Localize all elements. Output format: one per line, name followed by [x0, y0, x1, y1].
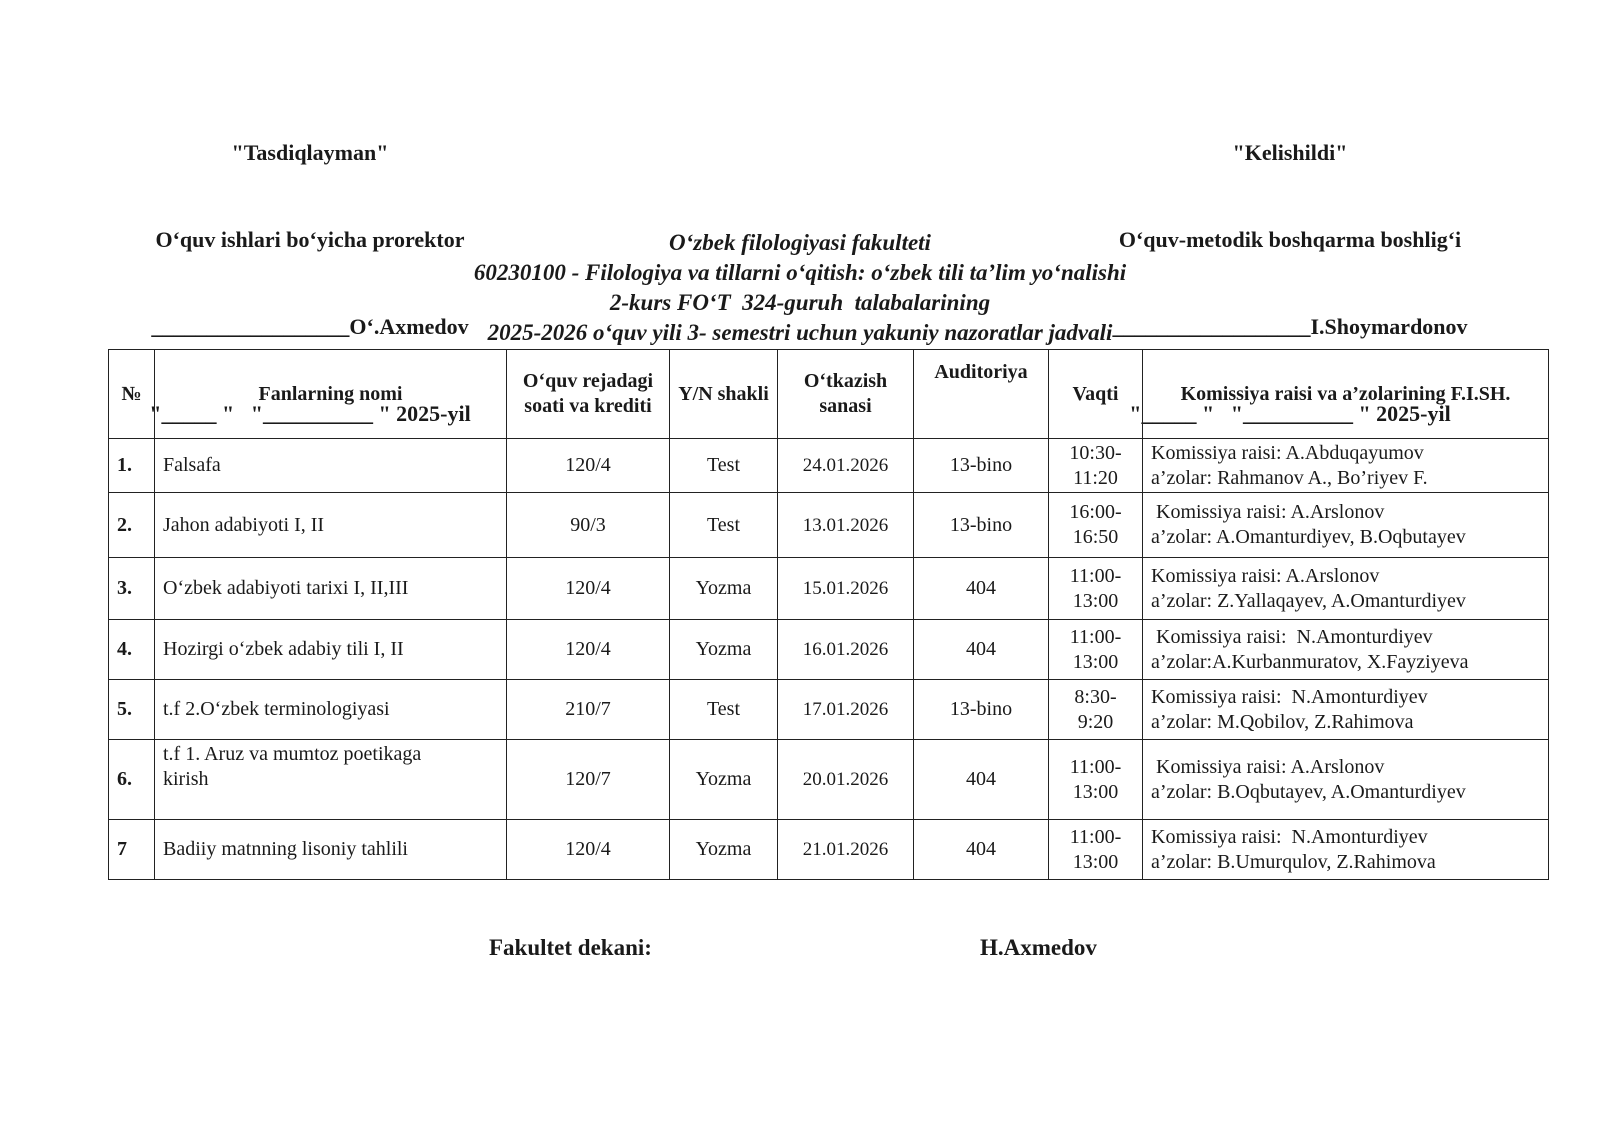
- exam-date: 15.01.2026: [778, 558, 914, 620]
- subject-name-line: Falsafa: [163, 454, 221, 476]
- subject-name: [155, 680, 507, 740]
- commission-members: [1143, 439, 1549, 493]
- approval-title: "Kelishildi": [1232, 140, 1348, 165]
- commission-members: [1143, 493, 1549, 558]
- commission-members-line: Komissiya raisi: A.Arslonov: [1151, 564, 1380, 587]
- exam-time-line: 13:00: [1072, 850, 1119, 873]
- approval-position: O‘quv-metodik boshqarma boshlig‘i: [1118, 227, 1462, 252]
- exam-time-line: 16:50: [1072, 526, 1119, 548]
- commission-members: [1143, 558, 1549, 620]
- exam-time-line: 16:00-: [1069, 501, 1122, 523]
- document-heading: [300, 228, 1300, 348]
- exam-form: Yozma: [670, 620, 778, 680]
- header-subject: Fanlarning nomi: [155, 350, 507, 439]
- subject-name-line: O‘zbek adabiyoti tarixi I, II,III: [163, 577, 409, 599]
- subject-name: [155, 740, 507, 820]
- subject-name-line: Badiiy matnning lisoniy tahlili: [163, 838, 408, 860]
- exam-form: Test: [670, 493, 778, 558]
- header-time: Vaqti: [1049, 350, 1143, 439]
- subject-name-line: Hozirgi o‘zbek adabiy tili I, II: [163, 638, 404, 660]
- exam-time-line: 13:00: [1072, 650, 1119, 673]
- commission-members-line: a’zolar:A.Kurbanmuratov, X.Fayziyeva: [1151, 650, 1469, 673]
- exam-time: [1049, 680, 1143, 740]
- commission-members-line: Komissiya raisi: N.Amonturdiyev: [1151, 625, 1433, 648]
- approval-date-line: "_____ " "__________ " 2025-yil: [1129, 401, 1451, 426]
- exam-time: [1049, 620, 1143, 680]
- table-row: [109, 740, 1549, 820]
- commission-members-line: Komissiya raisi: A.Arslonov: [1151, 755, 1385, 778]
- commission-members: [1143, 620, 1549, 680]
- table-row: [109, 558, 1549, 620]
- table-row: [109, 820, 1549, 880]
- subject-name: [155, 620, 507, 680]
- exam-time-line: 13:00: [1072, 589, 1119, 612]
- faculty-title: O‘zbek filologiyasi fakulteti: [669, 230, 931, 255]
- subject-name: [155, 820, 507, 880]
- table-body: [109, 439, 1549, 880]
- commission-members-line: a’zolar: Z.Yallaqayev, A.Omanturdiyev: [1151, 589, 1466, 612]
- approval-signature-line: __________________I.Shoymardonov: [1112, 314, 1468, 339]
- commission-members-line: Komissiya raisi: A.Arslonov: [1151, 501, 1385, 523]
- commission-members: [1143, 820, 1549, 880]
- exam-time-line: 11:00-: [1069, 625, 1122, 648]
- exam-room: 13-bino: [914, 439, 1049, 493]
- schedule-title: 2025-2026 o‘quv yili 3- semestri uchun yakuniy nazoratlar jadvali: [487, 320, 1113, 345]
- exam-time-line: 11:00-: [1069, 825, 1122, 848]
- exam-time: [1049, 493, 1143, 558]
- commission-members: [1143, 680, 1549, 740]
- exam-time: [1049, 558, 1143, 620]
- exam-time-line: 10:30-: [1069, 441, 1122, 464]
- row-number: 4.: [109, 620, 155, 680]
- row-number: 5.: [109, 680, 155, 740]
- header-number: №: [109, 350, 155, 439]
- subject-name-line: t.f 2.O‘zbek terminologiyasi: [163, 698, 390, 720]
- exam-form: Yozma: [670, 740, 778, 820]
- exam-date: 13.01.2026: [778, 493, 914, 558]
- exam-room: 13-bino: [914, 680, 1049, 740]
- exam-time-line: 13:00: [1072, 780, 1119, 803]
- subject-name: [155, 439, 507, 493]
- hours-credits: 120/4: [507, 439, 670, 493]
- exam-room: 404: [914, 558, 1049, 620]
- approval-date-line: "_____ " "__________ " 2025-yil: [149, 401, 471, 426]
- exam-room: 404: [914, 620, 1049, 680]
- exam-form: Yozma: [670, 558, 778, 620]
- exam-time: [1049, 820, 1143, 880]
- exam-form: Yozma: [670, 820, 778, 880]
- commission-members-line: a’zolar: Rahmanov A., Bo’riyev F.: [1151, 466, 1428, 489]
- subject-name: [155, 493, 507, 558]
- table-row: [109, 493, 1549, 558]
- row-number: 1.: [109, 439, 155, 493]
- row-number: 3.: [109, 558, 155, 620]
- commission-members-line: a’zolar: M.Qobilov, Z.Rahimova: [1151, 710, 1414, 733]
- program-title: 60230100 - Filologiya va tillarni o‘qitish: o‘zbek tili ta’lim yo‘nalishi: [473, 260, 1127, 285]
- table-header-row: [109, 350, 1549, 439]
- hours-credits: 120/4: [507, 820, 670, 880]
- exam-date: 24.01.2026: [778, 439, 914, 493]
- commission-members-line: Komissiya raisi: N.Amonturdiyev: [1151, 685, 1428, 708]
- exam-date: 16.01.2026: [778, 620, 914, 680]
- row-number: 7: [109, 820, 155, 880]
- exam-form: Test: [670, 680, 778, 740]
- dean-name: H.Axmedov: [980, 935, 1097, 960]
- header-commission: Komissiya raisi va a’zolarining F.I.SH.: [1143, 350, 1549, 439]
- subject-name-line: kirish: [163, 768, 209, 790]
- exam-time-line: 9:20: [1077, 710, 1114, 733]
- hours-credits: 120/4: [507, 620, 670, 680]
- approval-position: O‘quv ishlari bo‘yicha prorektor: [155, 227, 465, 252]
- exam-room: 404: [914, 740, 1049, 820]
- hours-credits: 120/4: [507, 558, 670, 620]
- hours-credits: 120/7: [507, 740, 670, 820]
- commission-members-line: Komissiya raisi: N.Amonturdiyev: [1151, 825, 1428, 848]
- subject-name-line: Jahon adabiyoti I, II: [163, 513, 325, 536]
- exam-date: 20.01.2026: [778, 740, 914, 820]
- group-title: 2-kurs FO‘T 324-guruh talabalarining: [609, 290, 991, 315]
- commission-members: [1143, 740, 1549, 820]
- subject-name-line: t.f 1. Aruz va mumtoz poetikaga: [163, 743, 422, 765]
- dean-label: Fakultet dekani:: [489, 935, 652, 960]
- exam-time-line: 11:00-: [1069, 755, 1122, 778]
- exam-time: [1049, 740, 1143, 820]
- exam-time-line: 8:30-: [1074, 685, 1117, 708]
- table-row: [109, 620, 1549, 680]
- subject-name: [155, 558, 507, 620]
- table-row: [109, 439, 1549, 493]
- row-number: 2.: [109, 493, 155, 558]
- commission-members-line: a’zolar: A.Omanturdiyev, B.Oqbutayev: [1151, 526, 1466, 548]
- commission-members-line: a’zolar: B.Umurqulov, Z.Rahimova: [1151, 850, 1436, 873]
- exam-date: 17.01.2026: [778, 680, 914, 740]
- exam-room: 13-bino: [914, 493, 1049, 558]
- row-number: 6.: [109, 740, 155, 820]
- approval-signature-line: __________________O‘.Axmedov: [151, 314, 469, 339]
- exam-schedule-table: [108, 349, 1549, 880]
- exam-time-line: 11:20: [1073, 466, 1118, 489]
- table-row: [109, 680, 1549, 740]
- hours-credits: 210/7: [507, 680, 670, 740]
- commission-members-line: Komissiya raisi: A.Abduqayumov: [1151, 441, 1424, 464]
- header-date: O‘tkazish sanasi: [778, 350, 914, 439]
- exam-date: 21.01.2026: [778, 820, 914, 880]
- header-hours: O‘quv rejadagi soati va krediti: [507, 350, 670, 439]
- header-room: Auditoriya: [914, 350, 1049, 439]
- exam-time-line: 11:00-: [1069, 564, 1122, 587]
- approval-title: "Tasdiqlayman": [231, 140, 389, 165]
- exam-time: [1049, 439, 1143, 493]
- exam-form: Test: [670, 439, 778, 493]
- header-form: Y/N shakli: [670, 350, 778, 439]
- commission-members-line: a’zolar: B.Oqbutayev, A.Omanturdiyev: [1151, 780, 1466, 803]
- hours-credits: 90/3: [507, 493, 670, 558]
- exam-room: 404: [914, 820, 1049, 880]
